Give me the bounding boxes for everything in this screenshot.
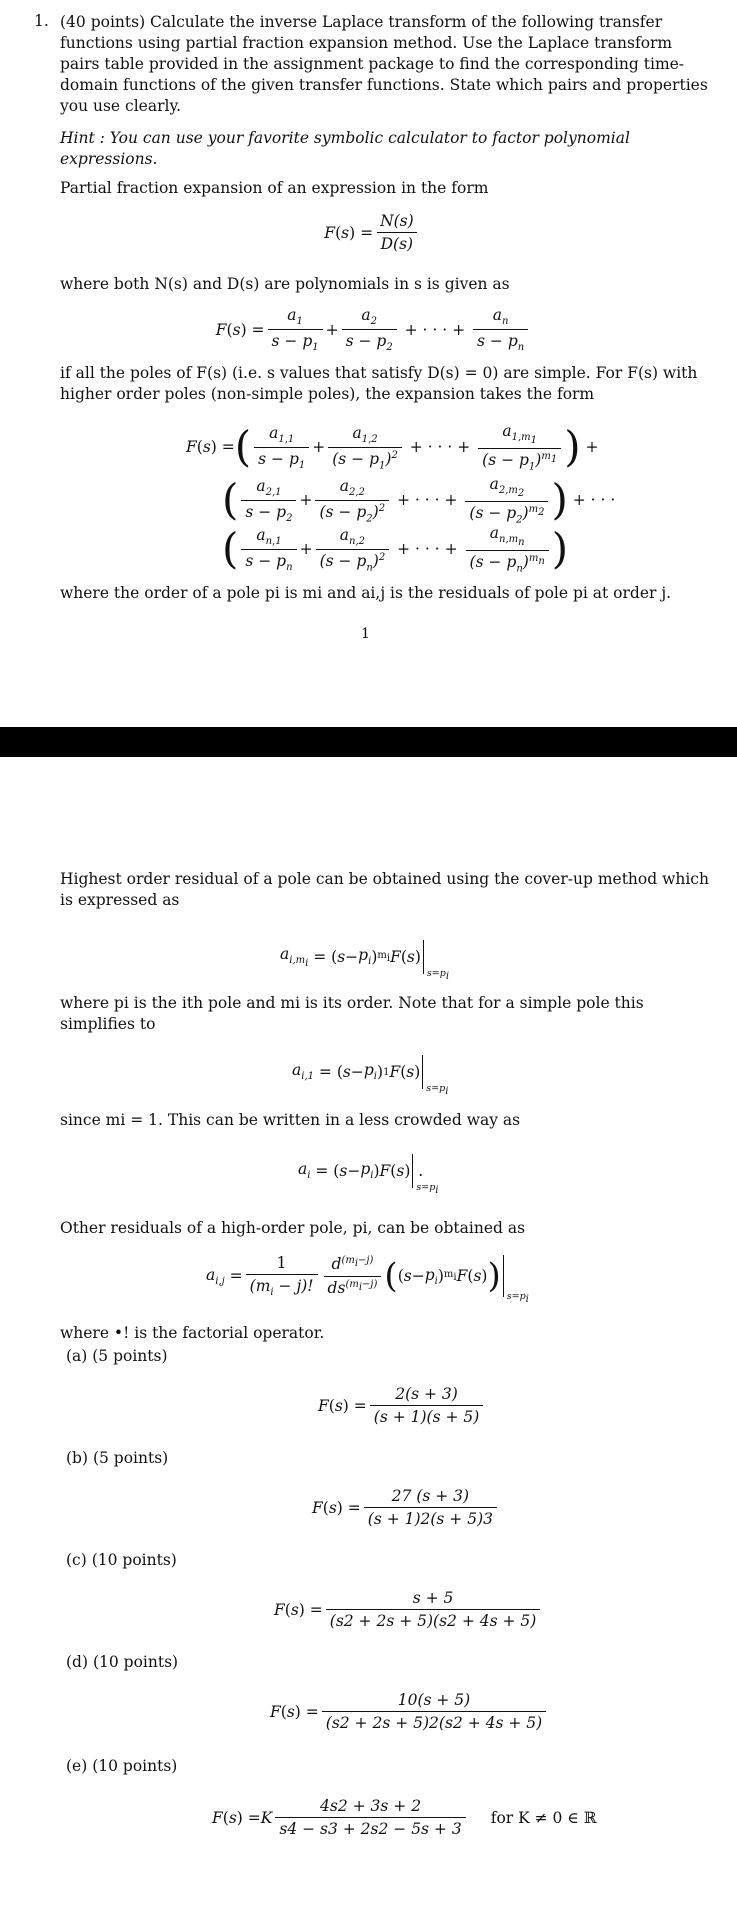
equation-higher-order-row-n: ( $\frac{a_{n,1}}{s - p_n}$ + $\frac{a_{n,2}}{(s - p_n)^2}$ + · · · + $\frac{a_{n,m_n}}{(s - p_n)^{m_n}}$ ) bbox=[222, 524, 569, 575]
other-residuals-text: Other residuals of a high-order pole, pi, can be obtained as bbox=[60, 1219, 526, 1237]
part-d-denominator: (s2 + 2s + 5)2(s2 + 4s + 5) bbox=[322, 1711, 546, 1732]
part-d-label: (d) (10 points) bbox=[66, 1653, 179, 1671]
equation-simple-residual-short: $a_i$ = ( s − $p_i$ ) F ( s ) $s=p_i$ . bbox=[0, 1154, 737, 1188]
part-a-label: (a) (5 points) bbox=[66, 1347, 168, 1365]
equation-rational-form: F ( s ) = $\frac{N(s)}{D(s)}$ bbox=[0, 212, 737, 253]
page-one bbox=[0, 0, 737, 727]
equation-part-e: F ( s ) = K $\frac{4s2 + 3s + 2}{s4 - s3 + 2s2 - 5s + 3}$ for K ≠ 0 ∈ ℝ bbox=[212, 1797, 597, 1838]
equation-simple-residual: $a_{i,1}$ = ( s − $p_i$ ) 1 F ( s ) $s=p_i$ bbox=[0, 1055, 737, 1089]
part-d-numerator: 10(s + 5) bbox=[397, 1691, 471, 1709]
part-c-denominator: (s2 + 2s + 5)(s2 + 4s + 5) bbox=[326, 1609, 541, 1630]
page-separator bbox=[0, 727, 737, 757]
part-b-denominator: (s + 1)2(s + 5)3 bbox=[364, 1507, 497, 1528]
where-pole-text: where pi is the ith pole and mi is its order. Note that for a simple pole this simplifies to bbox=[60, 994, 644, 1033]
problem-intro: (40 points) Calculate the inverse Laplace transform of the following transfer functions using partial fraction expansion method. Use the Laplace transform pairs table provided in the assignment package to find the corresponding time-domain functions of the given transfer functions. State which pairs and properties you use clearly. bbox=[60, 13, 708, 115]
part-e-condition: for K ≠ 0 ∈ ℝ bbox=[490, 1808, 597, 1827]
hint-text: Hint : You can use your favorite symbolic calculator to factor polynomial expressions. bbox=[60, 129, 630, 168]
factorial-text: where •! is the factorial operator. bbox=[60, 1324, 325, 1342]
part-a-numerator: 2(s + 3) bbox=[395, 1385, 458, 1403]
part-e-denominator: s4 − s3 + 2s2 − 5s + 3 bbox=[275, 1817, 465, 1838]
equation-part-a: F ( s ) = $\frac{2(s + 3)}{(s + 1)(s + 5)}$ bbox=[0, 1385, 737, 1426]
equation-part-c: F ( s ) = $\frac{s + 5}{(s2 + 2s + 5)(s2 + 4s + 5)}$ bbox=[0, 1589, 737, 1630]
page-number: 1 bbox=[361, 626, 370, 642]
part-b-numerator: 27 (s + 3) bbox=[391, 1487, 470, 1505]
part-b-label: (b) (5 points) bbox=[66, 1449, 169, 1467]
part-a-denominator: (s + 1)(s + 5) bbox=[370, 1405, 484, 1426]
coverup-text: Highest order residual of a pole can be obtained using the cover-up method which is expressed as bbox=[60, 870, 709, 909]
where-polynomials: where both N(s) and D(s) are polynomials in s is given as bbox=[60, 275, 510, 293]
simple-poles-text: if all the poles of F(s) (i.e. s values that satisfy D(s) = 0) are simple. For F(s) with higher order poles (non-simple poles), the expansion takes the form bbox=[60, 364, 698, 403]
problem-number: 1. bbox=[34, 12, 49, 30]
equation-high-order-residual: $a_{i,j}$ = $\frac{1}{(m_i - j)!}$ $\frac{d^{(m_i-j)}}{ds^{(m_i-j)}}$ ( ( s − $p_i$ ) $m_i$ F ( s ) ) $s=p_i$ bbox=[206, 1254, 529, 1306]
pfe-intro: Partial fraction expansion of an expression in the form bbox=[60, 179, 489, 197]
equation-part-d: F ( s ) = $\frac{10(s + 5)}{(s2 + 2s + 5)2(s2 + 4s + 5)}$ bbox=[0, 1691, 737, 1732]
part-c-numerator: s + 5 bbox=[412, 1589, 454, 1607]
part-e-label: (e) (10 points) bbox=[66, 1757, 178, 1775]
where-order-text: where the order of a pole pi is mi and ai,j is the residuals of pole pi at order j. bbox=[60, 584, 672, 602]
part-c-label: (c) (10 points) bbox=[66, 1551, 177, 1569]
equation-simple-expansion: F ( s ) = $\frac{a_1}{s - p_1}$ + $\frac{a_2}{s - p_2}$ + · · · + $\frac{a_n}{s - p_n}$ bbox=[0, 306, 737, 353]
equation-coverup: $a_{i,m_i}$ = ( s − $p_i$ ) $m_i$ F ( s ) $s=p_i$ bbox=[0, 940, 737, 974]
equation-part-b: F ( s ) = $\frac{27 (s + 3)}{(s + 1)2(s + 5)3}$ bbox=[0, 1487, 737, 1528]
since-text: since mi = 1. This can be written in a less crowded way as bbox=[60, 1111, 521, 1129]
page-two bbox=[0, 757, 737, 1920]
part-e-numerator: 4s2 + 3s + 2 bbox=[320, 1797, 422, 1815]
equation-higher-order-row-1: F ( s ) = ( $\frac{a_{1,1}}{s - p_1}$ + $\frac{a_{1,2}}{(s - p_1)^2}$ + · · · + $\frac{a_{1,m_1}}{(s - p_1)^{m_1}}$ ) + bbox=[186, 422, 599, 473]
equation-higher-order-row-2: ( $\frac{a_{2,1}}{s - p_2}$ + $\frac{a_{2,2}}{(s - p_2)^2}$ + · · · + $\frac{a_{2,m_2}}{(s - p_2)^{m_2}}$ ) + · · · bbox=[222, 475, 616, 526]
